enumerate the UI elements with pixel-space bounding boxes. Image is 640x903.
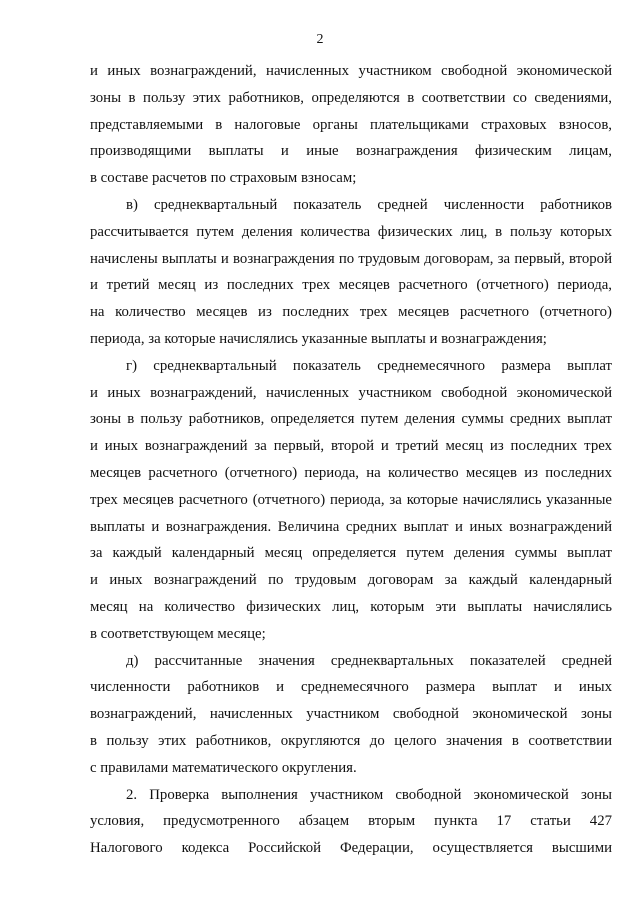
text-line: трех месяцев расчетного (отчетного) периода, за которые начислялись указанные — [90, 491, 612, 508]
text-line: численности работников и среднемесячного размера выплат и иных — [90, 679, 612, 696]
text-line: и иных вознаграждений за первый, второй и третий месяц из последних трех — [90, 438, 612, 455]
text-line: г) среднеквартальный показатель среднемесячного размера выплат — [126, 357, 612, 374]
text-line: и иных вознаграждений, начисленных участником свободной экономической — [90, 384, 612, 401]
text-line: зоны в пользу работников, определяется путем деления суммы средних выплат — [90, 411, 612, 428]
text-line: в) среднеквартальный показатель средней численности работников — [126, 197, 612, 213]
text-line: Налогового кодекса Российской Федерации, осуществляется высшими — [90, 840, 612, 857]
text-line: и иных вознаграждений по трудовым договорам за каждый календарный — [90, 572, 612, 589]
text-line: с правилами математического округления. — [90, 759, 357, 776]
text-line: зоны в пользу этих работников, определяются в соответствии со сведениями, — [90, 89, 612, 106]
text-line: месяц на количество физических лиц, которым эти выплаты начислялись — [90, 599, 612, 615]
text-line: рассчитывается путем деления количества физических лиц, в пользу которых — [90, 223, 612, 240]
text-line: на количество месяцев из последних трех месяцев расчетного (отчетного) — [90, 304, 612, 321]
page-number: 2 — [316, 32, 324, 47]
text-line: представляемыми в налоговые органы плательщиками страховых взносов, — [90, 116, 612, 133]
text-line: выплаты и вознаграждения. Величина средних выплат и иных вознаграждений — [90, 518, 612, 535]
text-line: начислены выплаты и вознаграждения по трудовым договорам, за первый, второй — [90, 250, 612, 267]
text-line: д) рассчитанные значения среднеквартальных показателей средней — [126, 652, 612, 669]
text-line: в соответствующем месяце; — [90, 625, 266, 642]
text-line: за каждый календарный месяц определяется путем деления суммы выплат — [90, 545, 612, 562]
text-line: производящими выплаты и иные вознаграждения физическим лицам, — [90, 143, 612, 160]
text-line: в пользу этих работников, округляются до целого значения в соответствии — [90, 733, 612, 749]
text-line: вознаграждений, начисленных участником свободной экономической зоны — [90, 706, 612, 723]
text-line: и третий месяц из последних трех месяцев расчетного (отчетного) периода, — [90, 277, 612, 294]
text-line: 2. Проверка выполнения участником свободной экономической зоны — [126, 786, 612, 803]
text-line: и иных вознаграждений, начисленных участником свободной экономической — [90, 63, 612, 79]
text-line: периода, за которые начислялись указанные выплаты и вознаграждения; — [90, 331, 547, 347]
text-line: в составе расчетов по страховым взносам; — [90, 170, 357, 187]
text-line: условия, предусмотренного абзацем вторым пункта 17 статьи 427 — [90, 813, 612, 830]
text-line: месяцев расчетного (отчетного) периода, на количество месяцев из последних — [90, 465, 612, 481]
